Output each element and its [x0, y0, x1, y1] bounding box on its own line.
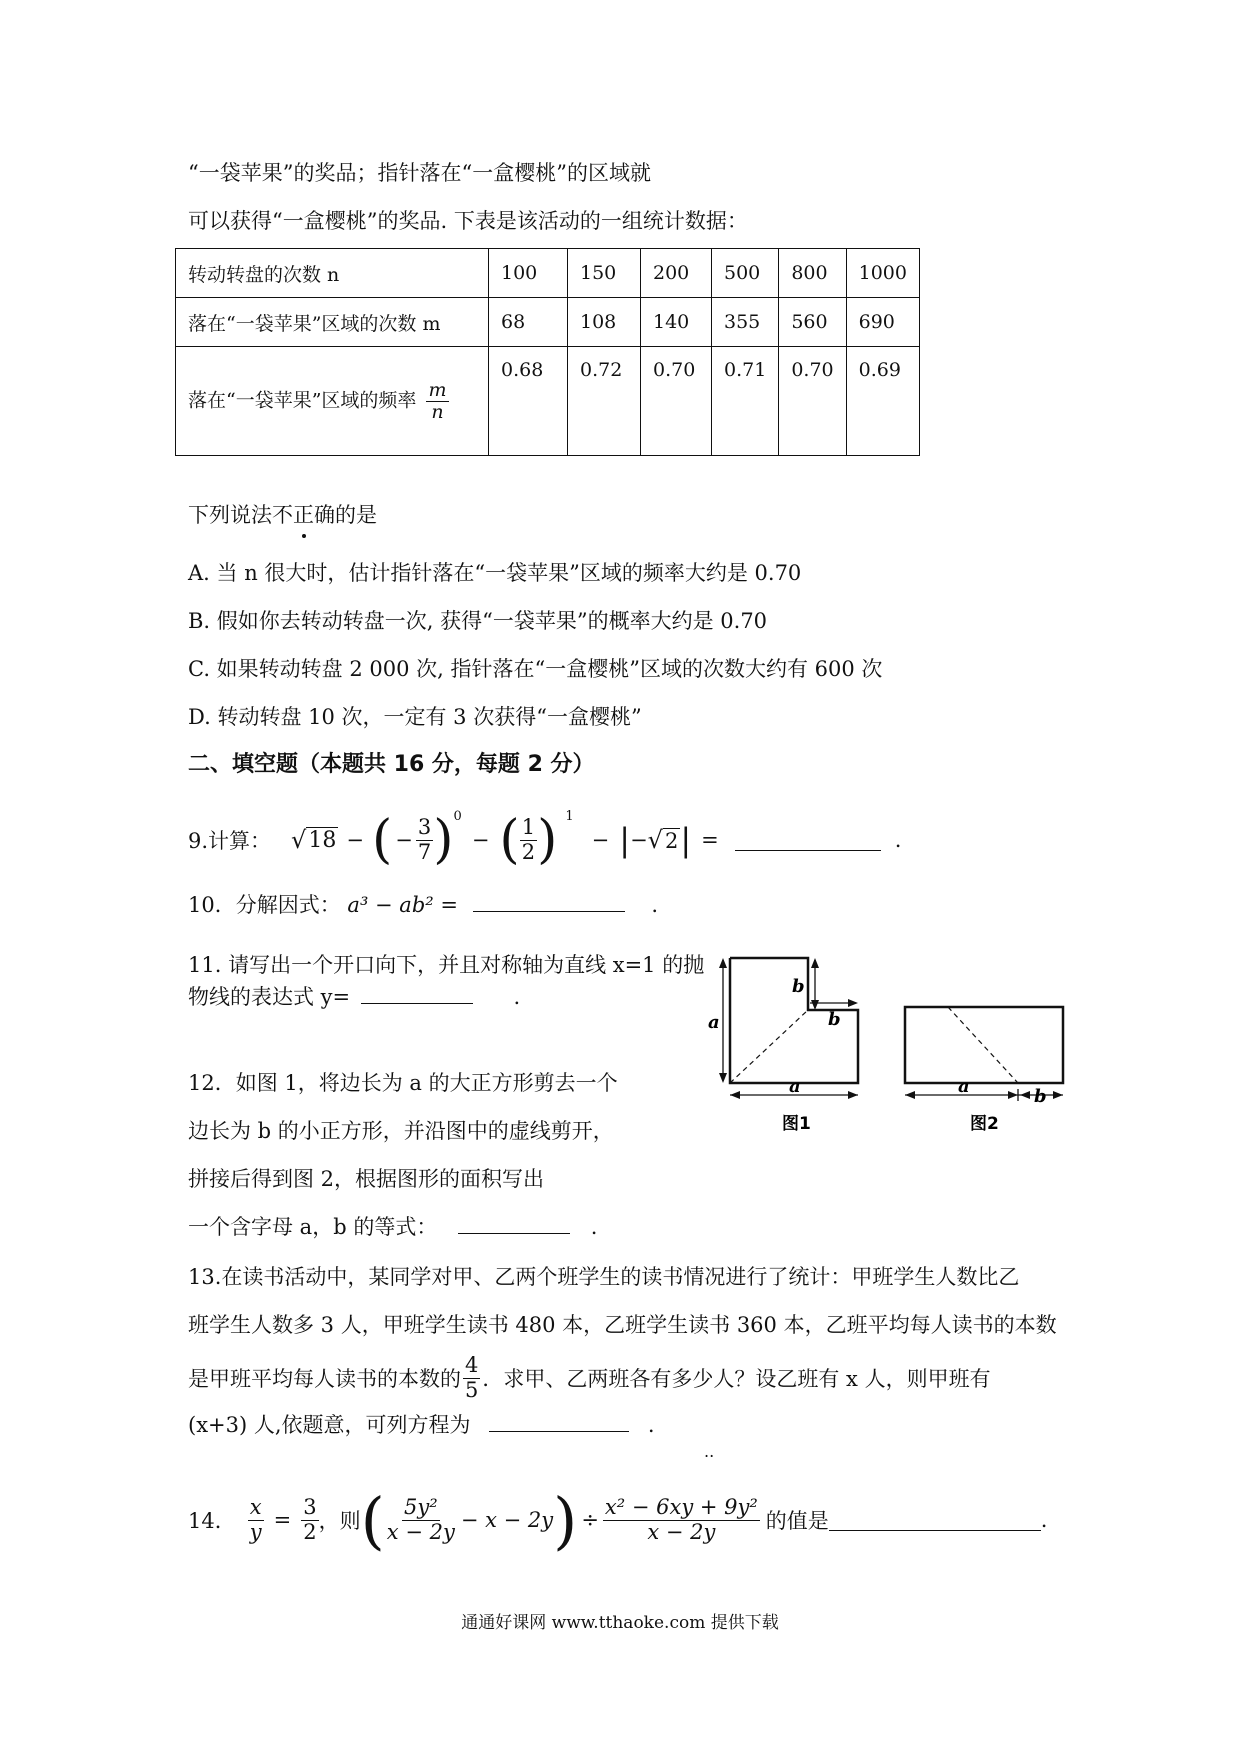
minus-sign: − [395, 828, 413, 852]
q9-sqrt18: 18 [308, 828, 337, 853]
q14-outer-fraction [603, 1496, 760, 1543]
q13-line-4 [188, 1410, 655, 1440]
q13-line-1: 13.在读书活动中，某同学对甲、乙两个班学生的读书情况进行了统计：甲班学生人数比乙 [188, 1265, 1020, 1289]
abs-bar-left: | [619, 821, 631, 859]
label-b-fig2: b [1034, 1086, 1047, 1107]
q8-prompt-end: 的是 [335, 503, 377, 527]
fraction-denominator: x − 2y [647, 1519, 716, 1544]
table-row-frequency [176, 347, 920, 456]
right-paren: ) [537, 810, 558, 870]
q11-text: 物线的表达式 y= [188, 985, 351, 1009]
row-label-n: 转动转盘的次数 n [176, 249, 489, 298]
fraction-numerator: 5y² [403, 1495, 438, 1520]
fraction-denominator: n [431, 400, 444, 423]
label-a-fig1-horizontal: a [789, 1076, 801, 1097]
fraction-numerator: 1 [521, 815, 536, 840]
q12-period: . [590, 1215, 598, 1239]
m-over-n-fraction [426, 380, 448, 423]
q8-option-b: B. 假如你去转动转盘一次, 获得“一袋苹果”的概率大约是 0.70 [188, 609, 768, 633]
cell-m-3: 140 [641, 298, 712, 347]
q14-period: . [1040, 1508, 1048, 1532]
q12-line-1: 12．如图 1，将边长为 a 的大正方形剪去一个 [188, 1071, 618, 1095]
left-paren: ( [499, 810, 520, 870]
q14-then: ，则 [318, 1509, 361, 1533]
square-cut-figures [700, 950, 1090, 1140]
exponent-one: 1 [565, 809, 574, 824]
q10-label: 10．分解因式： [188, 893, 341, 917]
arrowhead [811, 1000, 819, 1010]
fraction-numerator: x [249, 1495, 262, 1520]
q14-tail: 的值是 [765, 1509, 829, 1533]
intro-line-1: “一袋苹果”的奖品；指针落在“一盒樱桃”的区域就 [188, 161, 651, 185]
fraction-numerator: 4 [465, 1353, 479, 1378]
fraction-denominator: 5 [465, 1377, 479, 1402]
arrowhead [848, 999, 858, 1007]
table-row-n [176, 249, 920, 298]
cell-n-5: 800 [779, 249, 846, 298]
arrowhead [719, 958, 727, 968]
arrowhead [905, 1091, 915, 1099]
figure2-dashed-cut [948, 1007, 1018, 1083]
q8-prompt [188, 500, 377, 530]
cell-n-1: 100 [489, 249, 568, 298]
q13-line-2: 班学生人数多 3 人，甲班学生读书 480 本，乙班学生读书 360 本，乙班平均每人读书的本数 [188, 1313, 1057, 1337]
q14-equals: = [273, 1508, 292, 1532]
q10-period: . [651, 893, 659, 917]
q14-expression [188, 1478, 1047, 1562]
sqrt-symbol: √ [647, 826, 663, 854]
cell-f-3: 0.70 [641, 347, 712, 456]
arrowhead [1053, 1091, 1063, 1099]
q12-line-3: 拼接后得到图 2，根据图形的面积写出 [188, 1167, 545, 1191]
fraction-numerator: x² − 6xy + 9y² [604, 1495, 758, 1520]
q10-line [188, 890, 658, 920]
q8-emphasis-text: 不正确 [272, 500, 335, 530]
section-2-heading: 二、填空题（本题共 16 分，每题 2 分） [188, 752, 595, 777]
fraction-denominator: y [249, 1519, 262, 1544]
minus-sign: − [346, 828, 364, 852]
q8-prompt-start: 下列说法 [188, 503, 272, 527]
cell-f-4: 0.71 [712, 347, 779, 456]
cell-n-6: 1000 [846, 249, 919, 298]
frequency-label-text: 落在“一袋苹果”区域的频率 [188, 389, 417, 411]
q12-line-2: 边长为 b 的小正方形，并沿图中的虚线剪开， [188, 1119, 614, 1143]
q11-line-1: 11. 请写出一个开口向下，并且对称轴为直线 x=1 的抛 [188, 953, 705, 977]
fraction-numerator: m [428, 378, 447, 401]
q8-option-d: D. 转动转盘 10 次，一定有 3 次获得“一盒樱桃” [188, 705, 642, 729]
cell-m-4: 355 [712, 298, 779, 347]
cell-m-6: 690 [846, 298, 919, 347]
q12-text: 一个含字母 a，b 的等式： [188, 1215, 438, 1239]
page-footer: 通通好课网 www.tthaoke.com 提供下载 [461, 1613, 779, 1633]
q13-fraction-4-5 [463, 1354, 480, 1401]
right-paren: ) [433, 810, 454, 870]
cell-f-1: 0.68 [489, 347, 568, 456]
cell-n-3: 200 [641, 249, 712, 298]
minus-sign: − [630, 828, 648, 852]
fraction-denominator: 2 [521, 839, 536, 864]
intro-line-2: 可以获得“一盒樱桃”的奖品. 下表是该活动的一组统计数据： [188, 209, 748, 233]
figure2-caption: 图2 [970, 1114, 999, 1134]
q9-equals: = [701, 828, 719, 852]
arrowhead [848, 1091, 858, 1099]
left-paren: ( [360, 1483, 385, 1557]
division-sign: ÷ [581, 1508, 599, 1532]
q14-fraction-x-y [248, 1496, 264, 1543]
q14-inner-fraction [385, 1496, 457, 1543]
q11-period: . [513, 985, 521, 1009]
arrowhead [1020, 1091, 1030, 1099]
fraction-numerator: 3 [417, 815, 432, 840]
right-paren: ) [553, 1483, 578, 1557]
q9-answer-blank[interactable] [735, 830, 881, 851]
q13-line-3-end: ．求甲、乙两班各有多少人？设乙班有 x 人，则甲班有 [482, 1367, 991, 1391]
row-label-frequency [176, 347, 489, 456]
arrowhead [811, 958, 819, 968]
q10-expression: a³ − ab² = [347, 893, 458, 917]
row-label-m: 落在“一袋苹果”区域的次数 m [176, 298, 489, 347]
fraction-denominator: 2 [303, 1519, 317, 1544]
cell-n-2: 150 [568, 249, 641, 298]
q8-option-a: A. 当 n 很大时，估计指针落在“一袋苹果”区域的频率大约是 0.70 [188, 561, 802, 585]
cell-n-4: 500 [712, 249, 779, 298]
sqrt-symbol: √ [291, 826, 307, 854]
cell-f-5: 0.70 [779, 347, 846, 456]
stray-dots: .. [704, 1442, 715, 1461]
cell-m-2: 108 [568, 298, 641, 347]
exponent-zero: 0 [453, 809, 462, 824]
q11-answer-blank[interactable] [361, 983, 473, 1004]
minus-sign: − [471, 828, 490, 852]
q14-label: 14． [188, 1509, 236, 1533]
q9-fraction-3-7 [416, 816, 433, 863]
cell-m-5: 560 [779, 298, 846, 347]
fraction-numerator: 3 [303, 1495, 317, 1520]
q12-answer-blank[interactable] [458, 1213, 570, 1234]
arrowhead [730, 1091, 740, 1099]
figure1-dashed-cut [730, 1010, 808, 1083]
statistics-table [175, 248, 920, 456]
figure2-rectangle [905, 1007, 1063, 1083]
label-a-fig2: a [958, 1076, 970, 1097]
table-row-m [176, 298, 920, 347]
label-a-fig1-vertical: a [708, 1012, 720, 1033]
q9-sqrt2: 2 [664, 828, 679, 853]
q14-answer-blank[interactable] [829, 1510, 1041, 1531]
q13-period: . [647, 1413, 655, 1437]
q13-answer-blank[interactable] [489, 1411, 629, 1432]
q13-line-3-start: 是甲班平均每人读书的本数的 [188, 1367, 461, 1391]
fraction-denominator: 7 [417, 839, 432, 864]
cell-m-1: 68 [489, 298, 568, 347]
q11-line-2 [188, 982, 520, 1012]
q13-line-3 [188, 1348, 991, 1408]
q14-inner-rest: − x − 2y [460, 1508, 554, 1532]
minus-sign: − [591, 828, 610, 852]
q12-line-4 [188, 1212, 597, 1242]
left-paren: ( [371, 810, 393, 870]
arrowhead [1008, 1091, 1018, 1099]
label-b-fig1-horizontal: b [828, 1009, 841, 1030]
fraction-denominator: x − 2y [386, 1519, 455, 1544]
q9-label: 9.计算： [188, 829, 272, 853]
q14-fraction-3-2 [301, 1496, 318, 1543]
q9-expression [188, 805, 901, 875]
label-b-fig1-vertical: b [792, 976, 805, 997]
q10-answer-blank[interactable] [473, 891, 625, 912]
abs-bar-right: | [680, 821, 692, 859]
q13-line-4-text: (x+3) 人,依题意，可列方程为 [188, 1413, 471, 1437]
q8-option-c: C. 如果转动转盘 2 000 次, 指针落在“一盒樱桃”区域的次数大约有 600 次 [188, 657, 883, 681]
cell-f-6: 0.69 [846, 347, 919, 456]
q9-fraction-1-2 [520, 816, 537, 863]
cell-f-2: 0.72 [568, 347, 641, 456]
figure1-caption: 图1 [782, 1114, 811, 1134]
arrowhead [719, 1073, 727, 1083]
q9-period: . [894, 828, 902, 852]
